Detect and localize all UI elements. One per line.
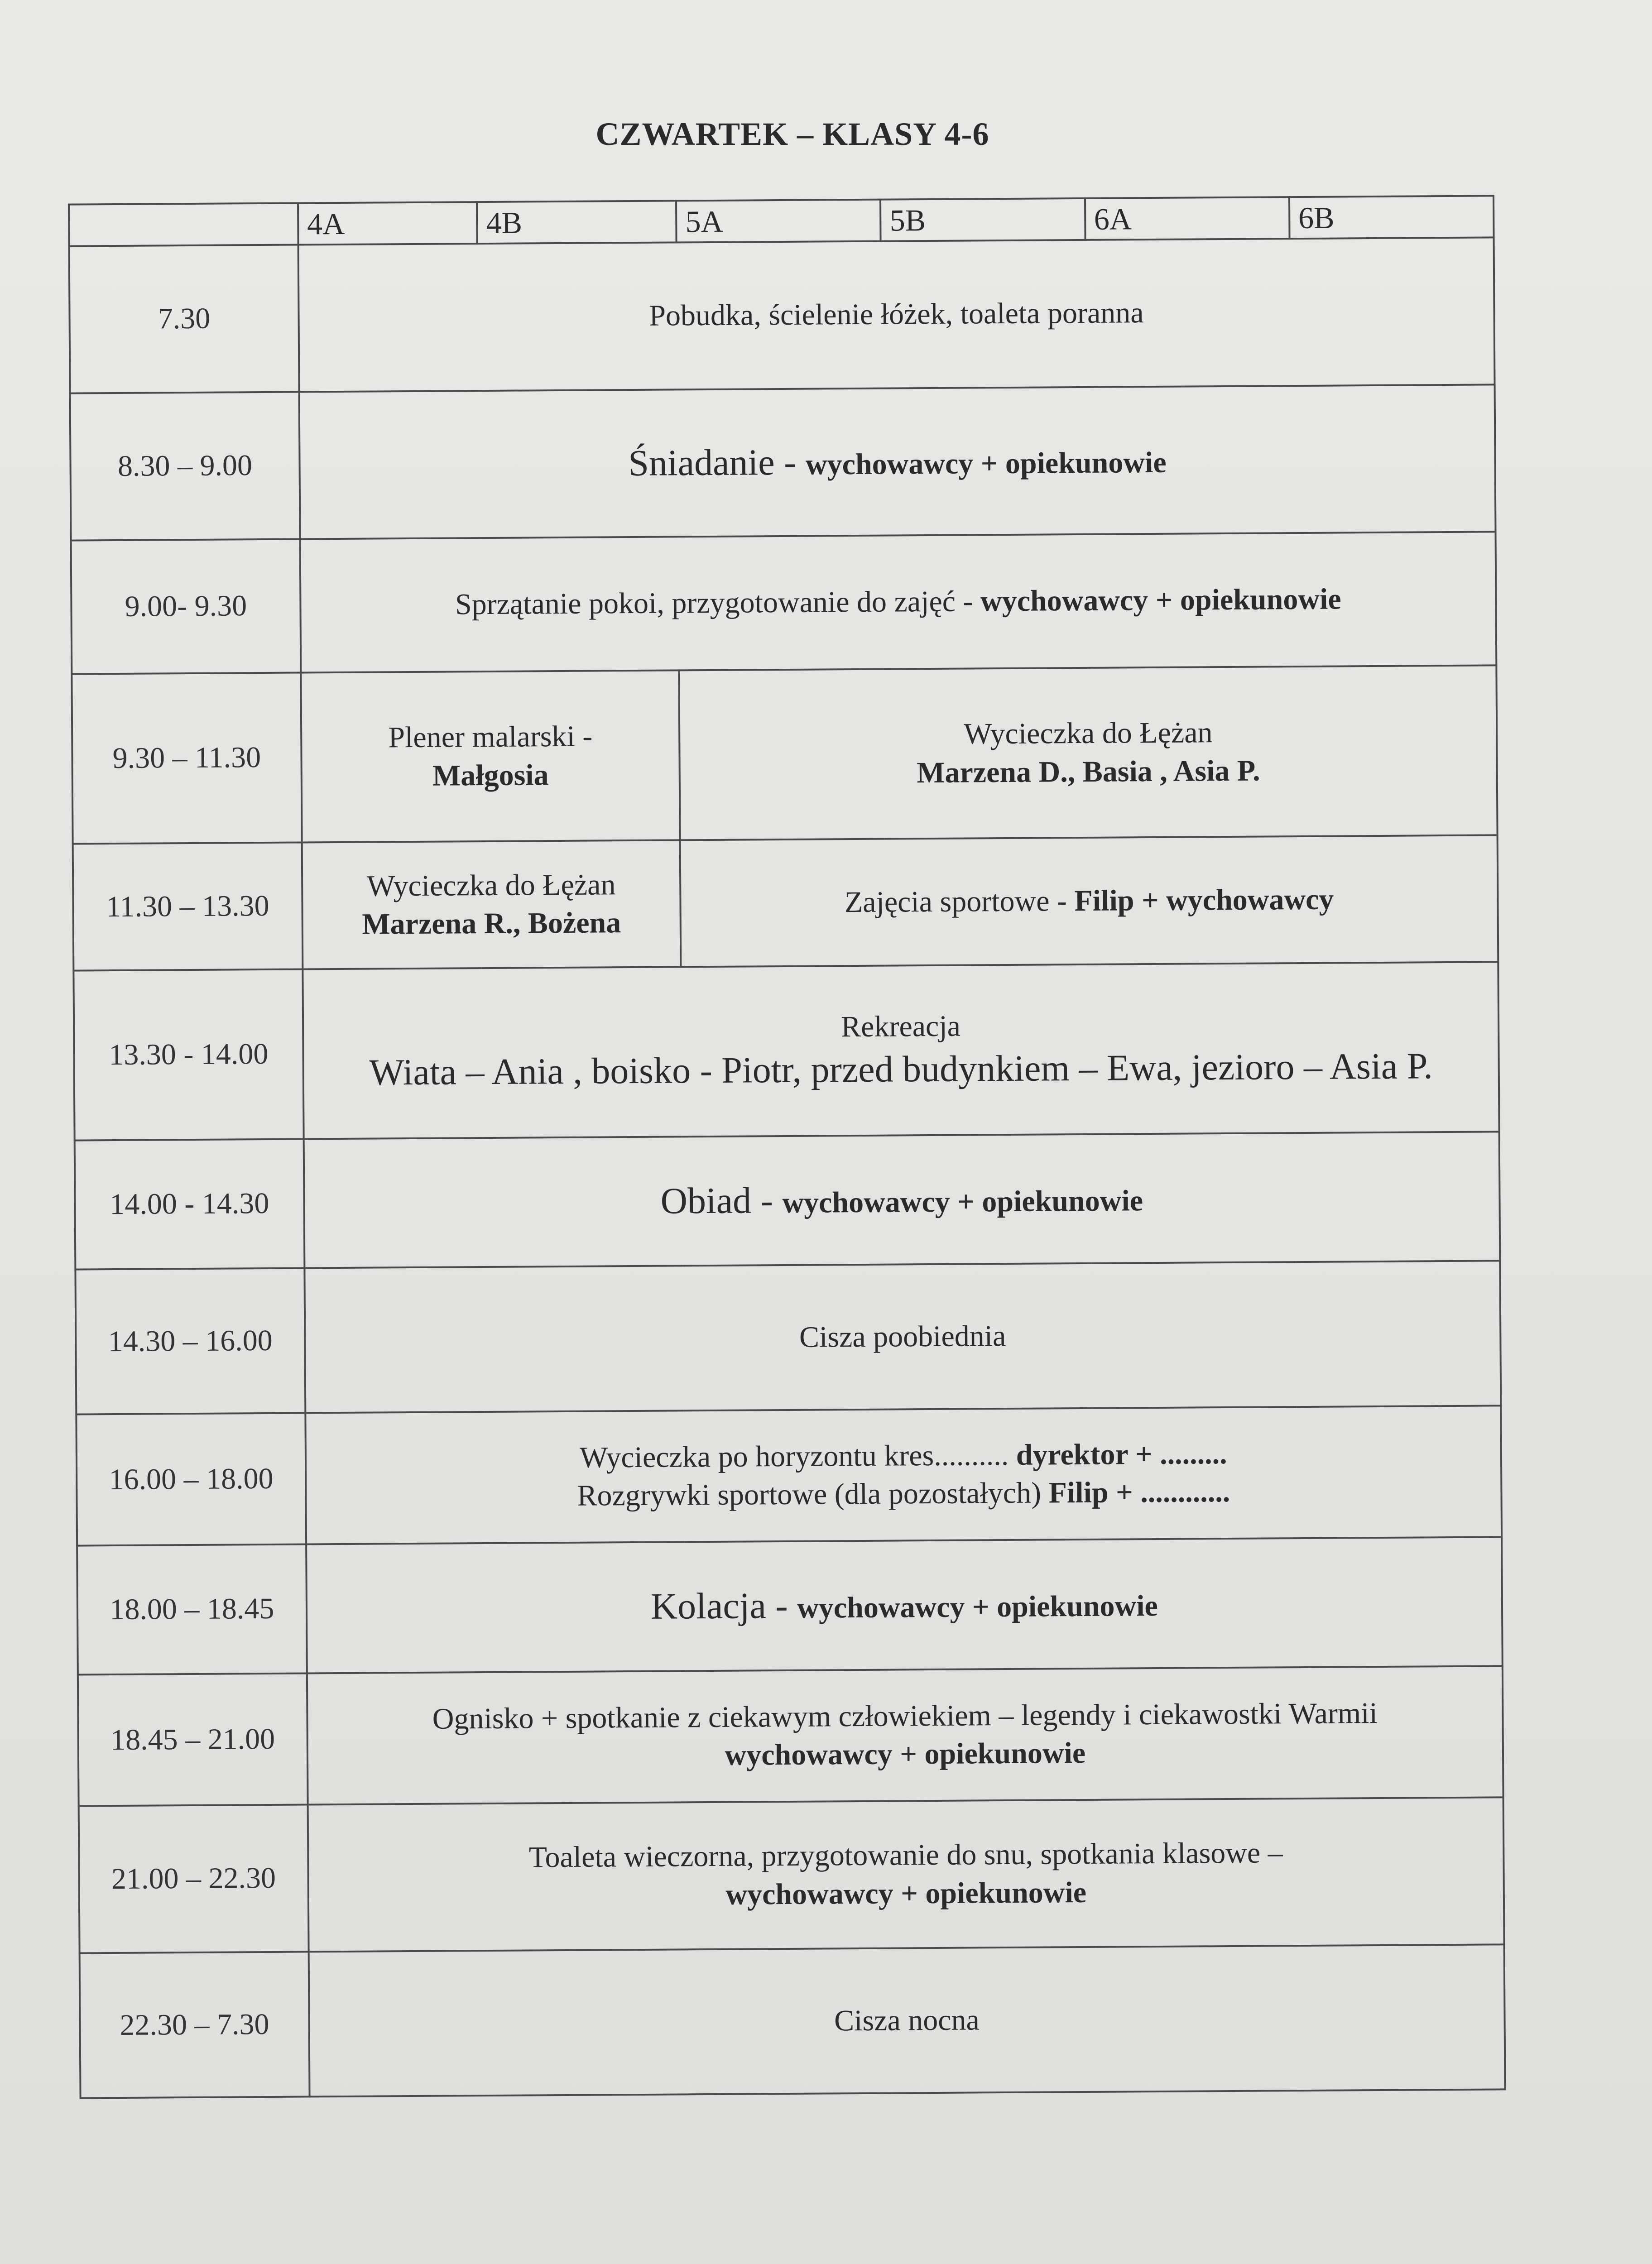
time-cell: 7.30 [69, 245, 299, 393]
activity-text: Wycieczka do Łężan [366, 868, 616, 903]
staff-text: wychowawcy + opiekunowie [805, 446, 1167, 481]
staff-text: Filip + wychowawcy [1074, 883, 1334, 917]
time-cell: 22.30 – 7.30 [80, 1952, 310, 2098]
activity-cell [299, 384, 1495, 539]
activity-cell [300, 532, 1496, 672]
activity-cell: Cisza nocna [308, 1944, 1505, 2096]
time-cell: 14.30 – 16.00 [75, 1268, 305, 1414]
activity-text: Kolacja - [650, 1584, 797, 1627]
activity-cell [303, 1132, 1500, 1268]
time-cell: 18.45 – 21.00 [78, 1673, 308, 1806]
activity-cell-right [679, 665, 1498, 840]
time-cell: 8.30 – 9.00 [70, 392, 300, 541]
activity-cell [303, 962, 1499, 1139]
activity-cell-right [680, 835, 1498, 967]
staff-text: Małgosia [432, 758, 549, 792]
table-row [75, 1261, 1501, 1414]
staff-text: wychowawcy + opiekunowie [725, 1736, 1086, 1772]
staff-text: wychowawcy + opiekunowie [725, 1875, 1087, 1911]
time-cell: 11.30 – 13.30 [73, 842, 303, 970]
table-row [73, 962, 1499, 1140]
activity-text: Wiata – Ania , boisko - Piotr, przed budynkiem – Ewa, jezioro – Asia P. [369, 1045, 1433, 1093]
activity-cell: Cisza poobiednia [304, 1261, 1501, 1413]
class-header-5a: 5A [676, 200, 881, 243]
activity-cell [306, 1537, 1503, 1673]
staff-text: Filip + ............ [1048, 1475, 1230, 1510]
activity-text: Sprzątanie pokoi, przygotowanie do zajęć - [455, 585, 981, 621]
staff-text: dyrektor + ......... [1016, 1437, 1227, 1472]
staff-text: wychowawcy + opiekunowie [797, 1589, 1158, 1625]
time-cell: 9.30 – 11.30 [72, 672, 302, 844]
activity-text: Obiad - [660, 1180, 783, 1222]
schedule-table [68, 195, 1506, 2099]
staff-text: Marzena D., Basia , Asia P. [916, 754, 1260, 789]
time-cell: 21.00 – 22.30 [79, 1804, 309, 1953]
class-header-4a: 4A [298, 202, 477, 245]
class-header-5b: 5B [880, 198, 1085, 241]
activity-cell-left [302, 840, 681, 969]
time-cell: 18.00 – 18.45 [77, 1544, 307, 1674]
class-header-6b: 6B [1289, 196, 1494, 239]
table-row [78, 1666, 1503, 1806]
activity-title: Rekreacja [840, 1009, 961, 1044]
table-row [72, 665, 1497, 844]
table-row [71, 532, 1497, 674]
table-row [77, 1537, 1503, 1674]
table-row [75, 1132, 1500, 1269]
staff-text: wychowawcy + opiekunowie [782, 1184, 1143, 1220]
table-row [69, 237, 1495, 393]
activity-cell [305, 1405, 1502, 1544]
time-cell: 14.00 - 14.30 [75, 1139, 305, 1269]
table-row [73, 835, 1498, 970]
table-row [70, 384, 1496, 540]
class-header-4b: 4B [477, 201, 677, 244]
activity-text: Wycieczka po horyzontu kres.......... [579, 1438, 1016, 1474]
page-title: CZWARTEK – KLASY 4-6 [595, 116, 989, 152]
staff-text: Marzena R., Bożena [362, 906, 621, 941]
activity-text: Toaleta wieczorna, przygotowanie do snu, spotkania klasowe – [528, 1836, 1283, 1874]
time-cell: 9.00- 9.30 [71, 539, 301, 674]
activity-text: Rozgrywki sportowe (dla pozostałych) [577, 1476, 1049, 1512]
class-header-6a: 6A [1085, 197, 1290, 240]
activity-text: Ognisko + spotkanie z ciekawym człowiekiem – legendy i ciekawostki Warmii [432, 1696, 1378, 1736]
time-cell: 16.00 – 18.00 [76, 1413, 306, 1545]
table-row [76, 1405, 1502, 1545]
activity-text: Śniadanie - [628, 441, 806, 484]
staff-text: wychowawcy + opiekunowie [980, 582, 1341, 618]
activity-text: Plener malarski - [388, 719, 593, 754]
activity-cell [307, 1666, 1503, 1804]
activity-cell-left [301, 670, 680, 842]
table-row [79, 1797, 1504, 1953]
activity-cell [307, 1797, 1504, 1952]
header-empty-cell [69, 203, 298, 246]
activity-text: Wycieczka do Łężan [963, 716, 1213, 751]
time-cell: 13.30 - 14.00 [73, 969, 303, 1140]
table-row [80, 1944, 1505, 2098]
activity-cell: Pobudka, ścielenie łóżek, toaleta poranna [298, 237, 1494, 392]
activity-text: Zajęcia sportowe - [844, 884, 1075, 919]
